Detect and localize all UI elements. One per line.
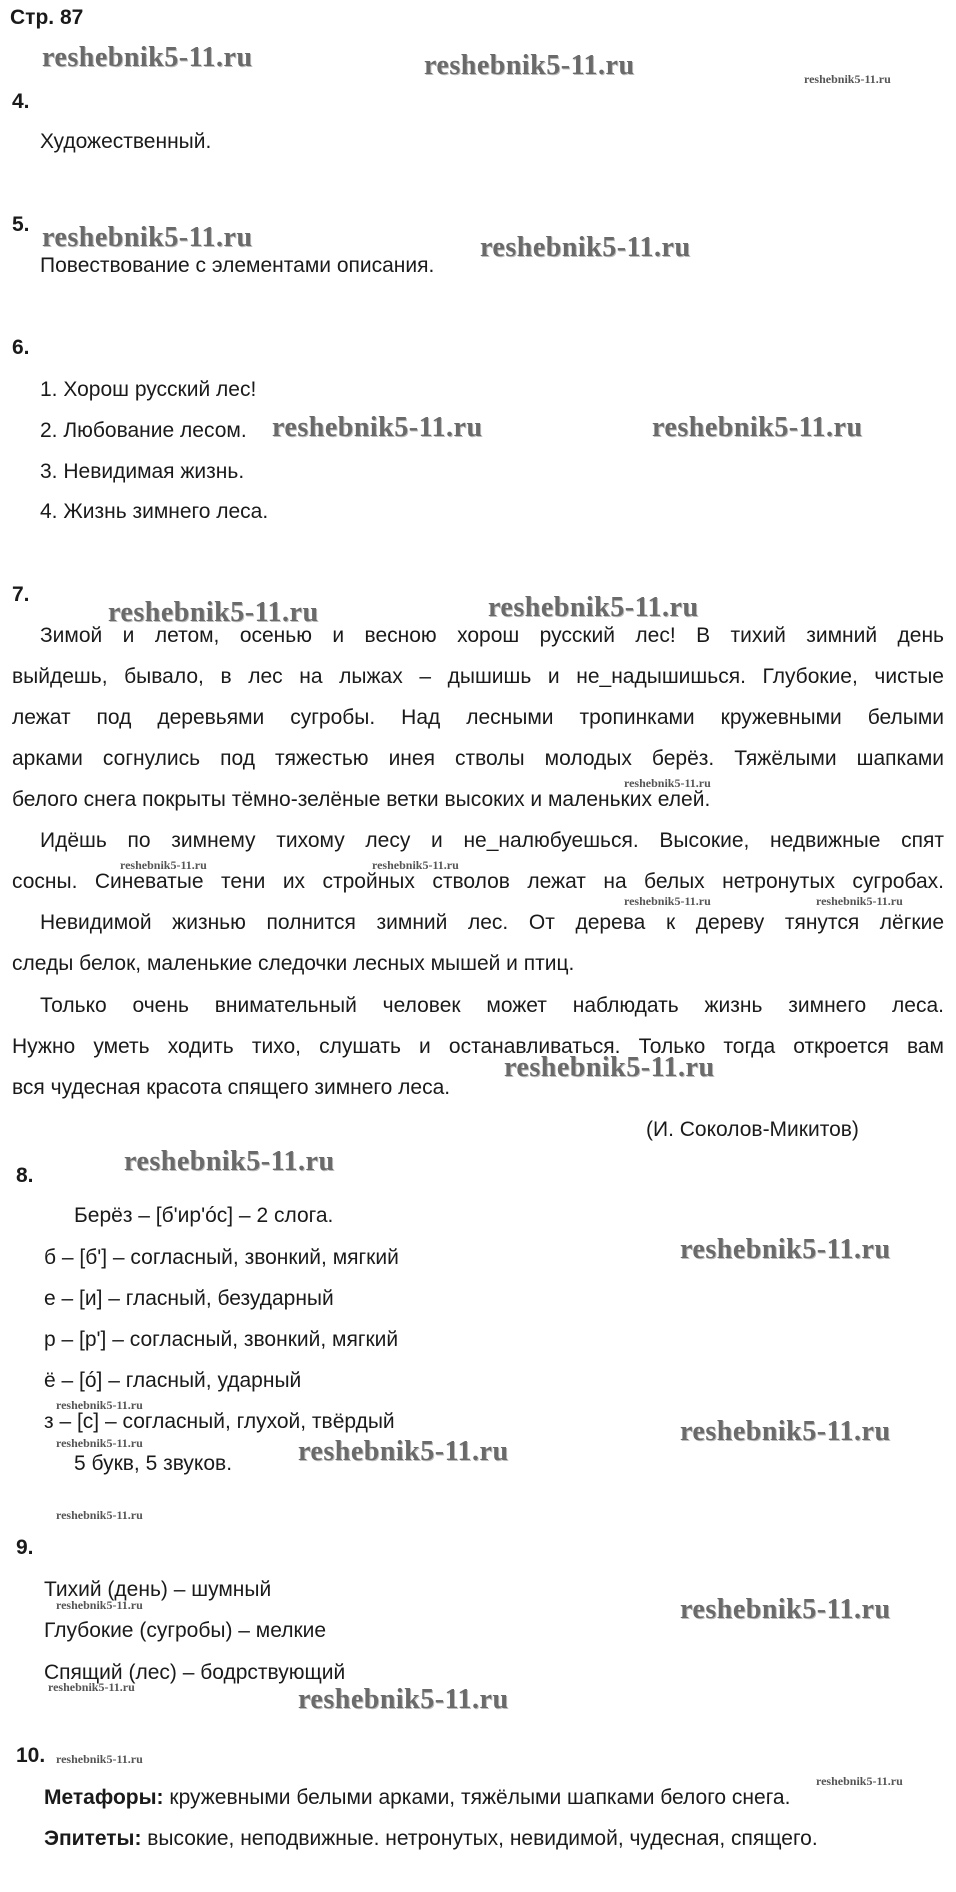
page-label: Стр. 87 [10,6,84,29]
task-7-line-8: Невидимой жизнью полнится зимний лес. От дерева к дереву тянутся лёгкие [40,911,944,934]
watermark: reshebnik5-11.ru [488,592,699,623]
task-9-number: 9. [16,1536,34,1559]
watermark: reshebnik5-11.ru [120,858,207,872]
watermark: reshebnik5-11.ru [372,858,459,872]
task-10-epithets [44,1827,818,1851]
watermark: reshebnik5-11.ru [680,1416,891,1447]
task-7-line-5: белого снега покрыты тёмно-зелёные ветки высоких и маленьких елей. [12,788,711,811]
watermark: reshebnik5-11.ru [56,1508,143,1522]
task-5-number: 5. [12,213,30,236]
watermark: reshebnik5-11.ru [56,1598,143,1612]
task-6-item-2: 2. Любование лесом. [40,419,247,442]
watermark: reshebnik5-11.ru [816,1774,903,1788]
task-10-metaphors [44,1786,790,1810]
task-6-item-3: 3. Невидимая жизнь. [40,460,245,483]
task-8-word-line: Берёз – [б'ир'óс] – 2 слога. [74,1204,334,1227]
task-6-item-4: 4. Жизнь зимнего леса. [40,500,269,523]
task-9-pair-2: Глубокие (сугробы) – мелкие [44,1619,327,1642]
task-7-line-6: Идёшь по зимнему тихому лесу и не_налюбуешься. Высокие, недвижные спят [40,829,944,852]
watermark: reshebnik5-11.ru [480,232,691,263]
watermark: reshebnik5-11.ru [42,222,253,253]
task-8-number: 8. [16,1164,34,1187]
watermark: reshebnik5-11.ru [816,894,903,908]
task-7-line-7: сосны. Синеватые тени их стройных стволов лежат на белых нетронутых сугробах. [12,870,944,893]
task-7-line-9: следы белок, маленькие следочки лесных мышей и птиц. [12,952,575,975]
watermark: reshebnik5-11.ru [56,1752,143,1766]
task-7-number: 7. [12,583,30,606]
watermark: reshebnik5-11.ru [804,72,891,86]
task-8-summary: 5 букв, 5 звуков. [74,1452,233,1475]
watermark: reshebnik5-11.ru [504,1052,715,1083]
task-7-author: (И. Соколов-Микитов) [646,1118,859,1141]
watermark: reshebnik5-11.ru [680,1594,891,1625]
task-8-letter-4: ё – [ó] – гласный, ударный [44,1369,302,1392]
task-7-line-11: Нужно уметь ходить тихо, слушать и останавливаться. Только тогда откроется вам [12,1035,944,1058]
task-8-letter-2: е – [и] – гласный, безударный [44,1287,334,1310]
task-4-number: 4. [12,90,30,113]
task-4-answer: Художественный. [40,130,212,153]
task-7-line-2: выйдешь, бывало, в лес на лыжах – дышишь и не_надышишься. Глубокие, чистые [12,665,944,688]
task-7-line-3: лежат под деревьями сугробы. Над лесными тропинками кружевными белыми [12,706,944,729]
watermark: reshebnik5-11.ru [124,1146,335,1177]
watermark: reshebnik5-11.ru [424,50,635,81]
watermark: reshebnik5-11.ru [624,894,711,908]
task-7-line-10: Только очень внимательный человек может наблюдать жизнь зимнего леса. [40,994,944,1017]
watermark: reshebnik5-11.ru [42,42,253,73]
task-8-letter-3: р – [р'] – согласный, звонкий, мягкий [44,1328,399,1351]
metaphors-label: Метафоры: [44,1786,164,1809]
task-7-line-12: вся чудесная красота спящего зимнего леса. [12,1076,451,1099]
task-7-line-4: арками согнулись под тяжестью инея стволы молодых берёз. Тяжёлыми шапками [12,747,944,770]
epithets-text: высокие, неподвижные. нетронутых, невидимой, чудесная, спящего. [141,1827,818,1850]
watermark: reshebnik5-11.ru [298,1436,509,1467]
task-10-number: 10. [16,1744,46,1767]
watermark: reshebnik5-11.ru [108,597,319,628]
task-6-number: 6. [12,336,30,359]
task-8-letter-5: з – [с] – согласный, глухой, твёрдый [44,1410,395,1433]
watermark: reshebnik5-11.ru [56,1436,143,1450]
watermark: reshebnik5-11.ru [298,1684,509,1715]
task-9-pair-1: Тихий (день) – шумный [44,1578,272,1601]
task-7-line-1: Зимой и летом, осенью и весною хорош русский лес! В тихий зимний день [40,624,944,647]
epithets-label: Эпитеты: [44,1827,142,1850]
metaphors-text: кружевными белыми арками, тяжёлыми шапками белого снега. [163,1786,791,1809]
watermark: reshebnik5-11.ru [624,776,711,790]
task-6-item-1: 1. Хорош русский лес! [40,378,257,401]
watermark: reshebnik5-11.ru [272,412,483,443]
watermark: reshebnik5-11.ru [652,412,863,443]
task-5-answer: Повествование с элементами описания. [40,254,435,277]
watermark: reshebnik5-11.ru [680,1234,891,1265]
task-9-pair-3: Спящий (лес) – бодрствующий [44,1661,346,1684]
task-8-letter-1: б – [б'] – согласный, звонкий, мягкий [44,1246,399,1269]
watermark: reshebnik5-11.ru [48,1680,135,1694]
watermark: reshebnik5-11.ru [56,1398,143,1412]
